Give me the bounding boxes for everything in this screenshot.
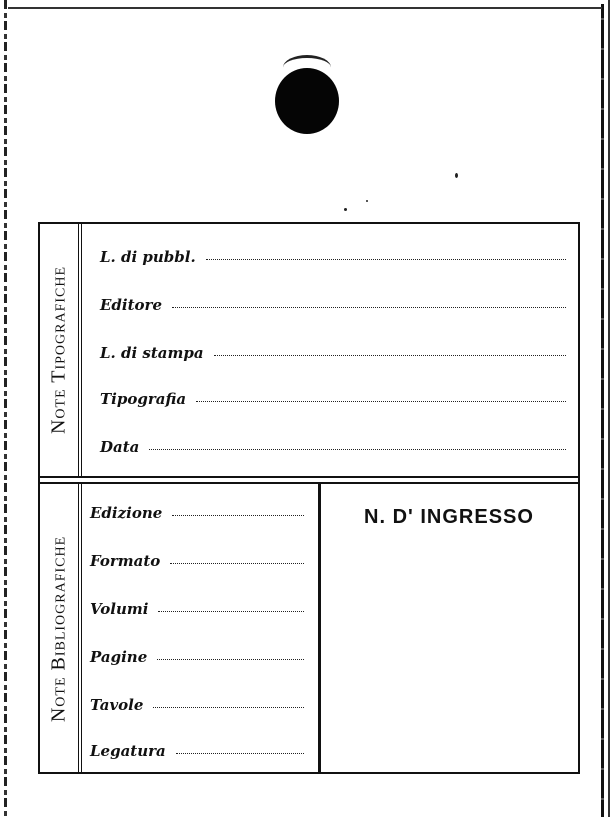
scan-edge-left <box>4 0 7 817</box>
field-line[interactable] <box>196 401 566 402</box>
section-note-bibliografiche <box>40 482 578 774</box>
field-line[interactable] <box>214 355 566 356</box>
field-line[interactable] <box>176 753 304 754</box>
field-label: Data <box>100 438 140 456</box>
field-label: Formato <box>90 552 161 570</box>
field-data <box>100 438 566 456</box>
speck <box>344 208 347 211</box>
field-luogo-stampa <box>100 344 566 362</box>
field-line[interactable] <box>158 611 304 612</box>
field-label: Tavole <box>90 696 144 714</box>
field-volumi <box>90 600 304 618</box>
punch-hole <box>275 68 339 134</box>
field-line[interactable] <box>170 563 304 564</box>
field-legatura <box>90 742 304 760</box>
section-note-tipografiche <box>40 224 578 478</box>
field-label: Pagine <box>90 648 148 666</box>
speck <box>366 200 368 202</box>
field-line[interactable] <box>157 659 304 660</box>
section-title: Note Tipografiche <box>47 265 70 435</box>
catalog-card <box>38 222 580 774</box>
column-divider <box>318 484 321 774</box>
scan-edge-top <box>8 7 602 9</box>
field-line[interactable] <box>149 449 566 450</box>
scan-edge-right <box>601 4 604 817</box>
field-tipografia <box>100 390 566 408</box>
field-line[interactable] <box>172 515 304 516</box>
numero-ingresso-label: N. D' INGRESSO <box>364 506 534 528</box>
field-label: Volumi <box>90 600 149 618</box>
section-title-box <box>40 224 82 476</box>
field-luogo-pubblicazione <box>100 248 566 266</box>
field-label: Edizione <box>90 504 163 522</box>
field-formato <box>90 552 304 570</box>
section-title-box <box>40 484 82 774</box>
section-title: Note Bibliografiche <box>47 535 70 723</box>
field-edizione <box>90 504 304 522</box>
field-label: Editore <box>100 296 162 314</box>
field-label: L. di stampa <box>100 344 204 362</box>
speck <box>455 173 458 178</box>
field-tavole <box>90 696 304 714</box>
field-pagine <box>90 648 304 666</box>
field-line[interactable] <box>172 307 566 308</box>
field-line[interactable] <box>206 259 566 260</box>
field-label: Tipografia <box>100 390 187 408</box>
field-label: L. di pubbl. <box>100 248 196 266</box>
field-label: Legatura <box>90 742 166 760</box>
field-line[interactable] <box>153 707 304 708</box>
field-editore <box>100 296 566 314</box>
